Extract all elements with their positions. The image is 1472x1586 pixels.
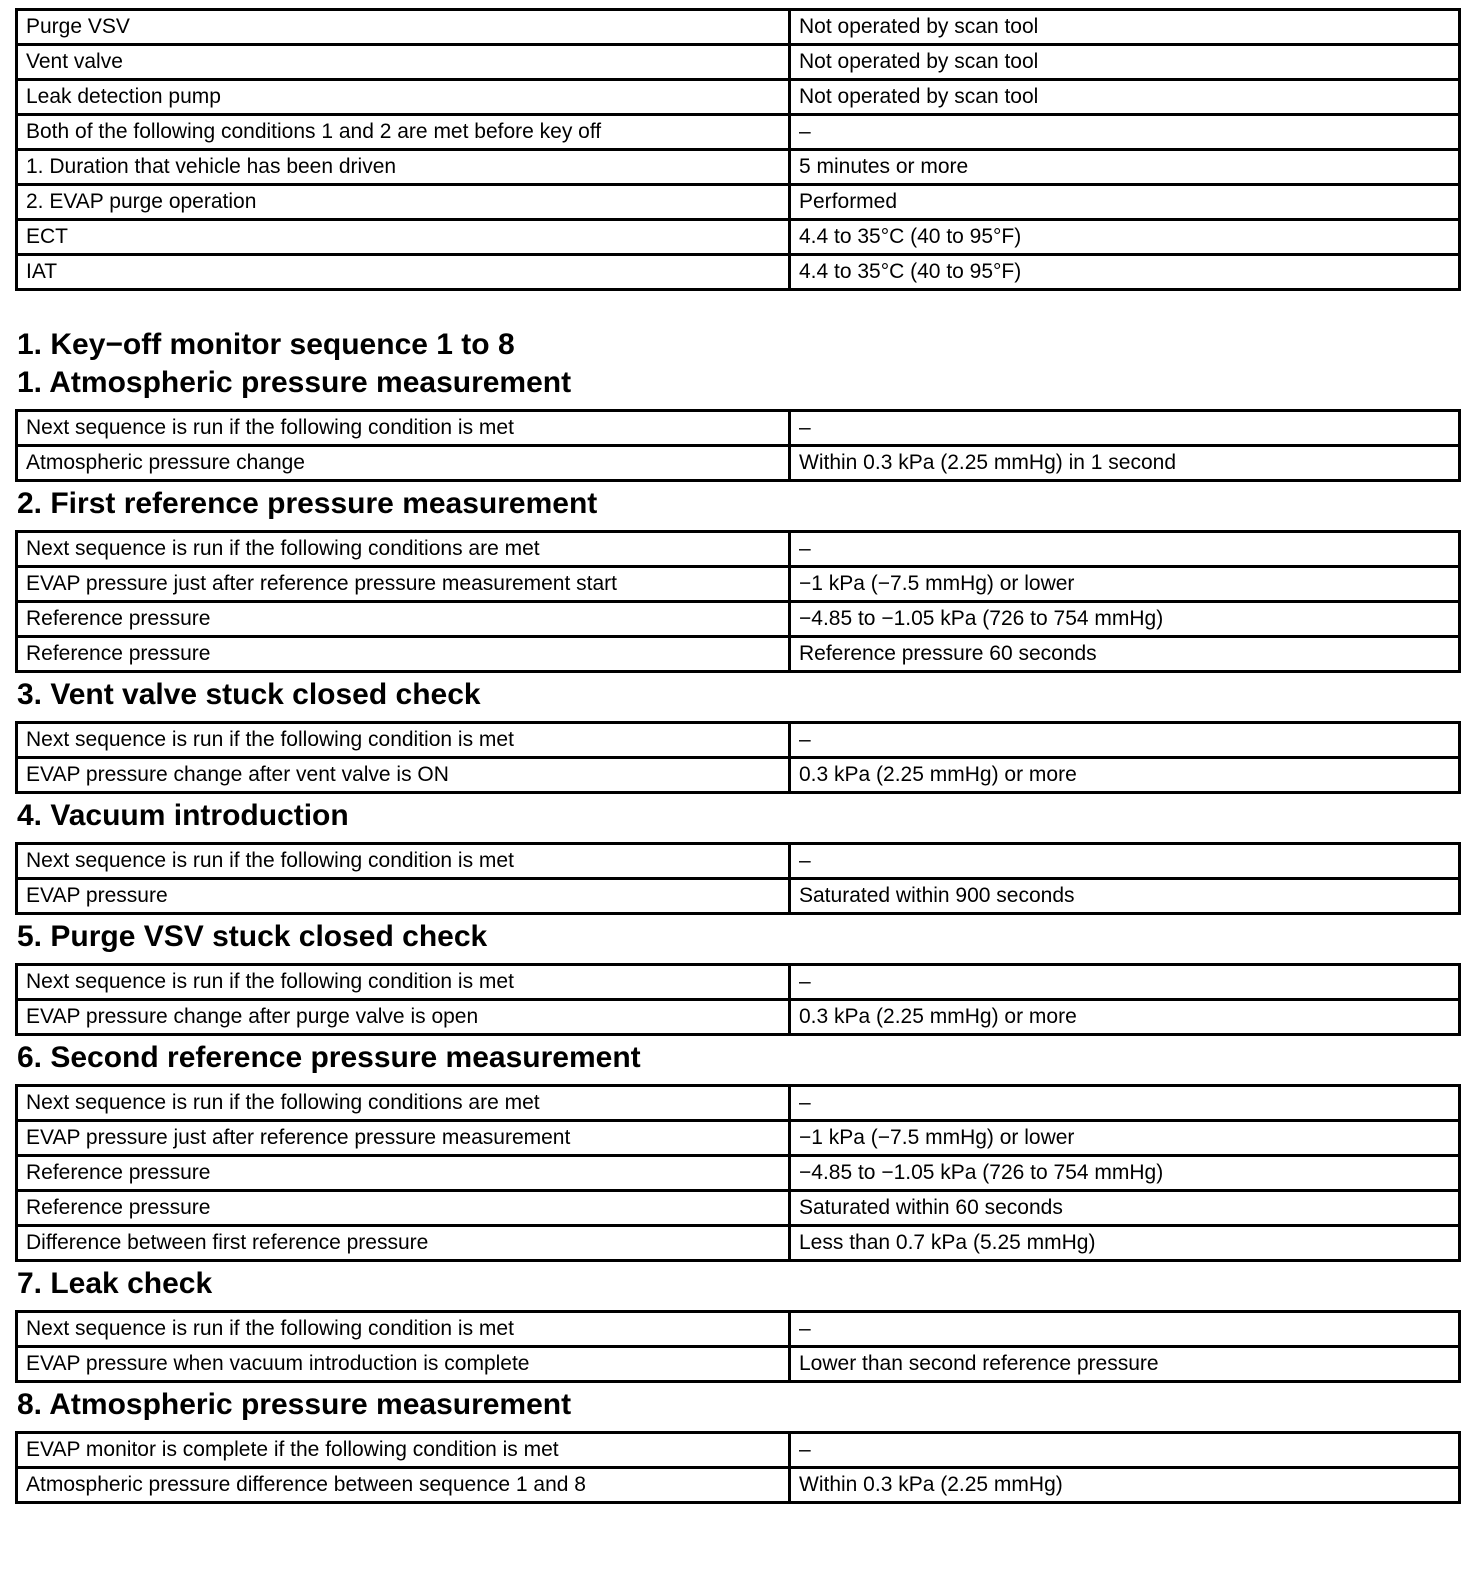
section-heading: 6. Second reference pressure measurement: [17, 1041, 641, 1074]
condition-label: Atmospheric pressure difference between sequence 1 and 8: [17, 1468, 790, 1503]
condition-label: Next sequence is run if the following condition is met: [17, 1312, 790, 1347]
condition-label: Vent valve: [17, 45, 790, 80]
table-row: [17, 1347, 1460, 1382]
condition-label: Purge VSV: [17, 10, 790, 45]
table-row: [17, 758, 1460, 793]
condition-label: EVAP pressure change after purge valve is open: [17, 1000, 790, 1035]
table-row: [17, 844, 1460, 879]
condition-value: Reference pressure 60 seconds: [790, 637, 1460, 672]
condition-label: Reference pressure: [17, 1191, 790, 1226]
table-row: [17, 1086, 1460, 1121]
condition-value: 0.3 kPa (2.25 mmHg) or more: [790, 758, 1460, 793]
condition-value: –: [790, 1312, 1460, 1347]
main-heading: 1. Key−off monitor sequence 1 to 8: [17, 328, 515, 361]
condition-value: –: [790, 723, 1460, 758]
condition-value: 4.4 to 35°C (40 to 95°F): [790, 255, 1460, 290]
table-row: [17, 446, 1460, 481]
table-row: [17, 115, 1460, 150]
condition-value: –: [790, 532, 1460, 567]
table-row: [17, 255, 1460, 290]
condition-label: 1. Duration that vehicle has been driven: [17, 150, 790, 185]
condition-value: –: [790, 844, 1460, 879]
condition-label: Next sequence is run if the following condition is met: [17, 411, 790, 446]
section-table: [15, 530, 1461, 673]
condition-value: Lower than second reference pressure: [790, 1347, 1460, 1382]
table-row: [17, 1121, 1460, 1156]
section-heading: 1. Atmospheric pressure measurement: [17, 366, 572, 399]
section-heading: 7. Leak check: [17, 1267, 213, 1300]
condition-value: Saturated within 60 seconds: [790, 1191, 1460, 1226]
table-row: [17, 10, 1460, 45]
section-table: [15, 1084, 1461, 1262]
table-row: [17, 602, 1460, 637]
condition-value: –: [790, 965, 1460, 1000]
condition-value: Within 0.3 kPa (2.25 mmHg) in 1 second: [790, 446, 1460, 481]
condition-label: EVAP pressure: [17, 879, 790, 914]
condition-label: ECT: [17, 220, 790, 255]
condition-label: Next sequence is run if the following condition is met: [17, 965, 790, 1000]
condition-value: Less than 0.7 kPa (5.25 mmHg): [790, 1226, 1460, 1261]
table-row: [17, 567, 1460, 602]
condition-value: −1 kPa (−7.5 mmHg) or lower: [790, 567, 1460, 602]
table-row: [17, 1226, 1460, 1261]
condition-value: Not operated by scan tool: [790, 10, 1460, 45]
condition-label: Reference pressure: [17, 1156, 790, 1191]
condition-value: 0.3 kPa (2.25 mmHg) or more: [790, 1000, 1460, 1035]
condition-label: EVAP pressure just after reference pressure measurement: [17, 1121, 790, 1156]
condition-value: −4.85 to −1.05 kPa (726 to 754 mmHg): [790, 1156, 1460, 1191]
section-table: [15, 842, 1461, 915]
table-row: [17, 220, 1460, 255]
condition-value: –: [790, 1433, 1460, 1468]
condition-label: Both of the following conditions 1 and 2 are met before key off: [17, 115, 790, 150]
condition-label: 2. EVAP purge operation: [17, 185, 790, 220]
condition-value: –: [790, 411, 1460, 446]
condition-label: EVAP pressure just after reference pressure measurement start: [17, 567, 790, 602]
section-table: [15, 1310, 1461, 1383]
table-row: [17, 150, 1460, 185]
condition-value: Within 0.3 kPa (2.25 mmHg): [790, 1468, 1460, 1503]
condition-label: Next sequence is run if the following conditions are met: [17, 532, 790, 567]
table-row: [17, 1312, 1460, 1347]
condition-value: −1 kPa (−7.5 mmHg) or lower: [790, 1121, 1460, 1156]
table-row: [17, 1191, 1460, 1226]
section-heading: 3. Vent valve stuck closed check: [17, 678, 481, 711]
section-table: [15, 721, 1461, 794]
condition-label: Next sequence is run if the following condition is met: [17, 723, 790, 758]
table-row: [17, 1468, 1460, 1503]
condition-value: Saturated within 900 seconds: [790, 879, 1460, 914]
table-row: [17, 965, 1460, 1000]
condition-label: Atmospheric pressure change: [17, 446, 790, 481]
condition-value: Performed: [790, 185, 1460, 220]
condition-label: Next sequence is run if the following condition is met: [17, 844, 790, 879]
table-row: [17, 637, 1460, 672]
condition-label: IAT: [17, 255, 790, 290]
table-row: [17, 1156, 1460, 1191]
condition-label: Next sequence is run if the following conditions are met: [17, 1086, 790, 1121]
table-row: [17, 411, 1460, 446]
condition-value: Not operated by scan tool: [790, 80, 1460, 115]
table-row: [17, 723, 1460, 758]
condition-value: Not operated by scan tool: [790, 45, 1460, 80]
table-row: [17, 185, 1460, 220]
condition-label: EVAP pressure when vacuum introduction is complete: [17, 1347, 790, 1382]
condition-label: EVAP pressure change after vent valve is ON: [17, 758, 790, 793]
condition-label: Reference pressure: [17, 602, 790, 637]
section-table: [15, 1431, 1461, 1504]
table-row: [17, 1433, 1460, 1468]
condition-label: Leak detection pump: [17, 80, 790, 115]
condition-value: –: [790, 115, 1460, 150]
section-heading: 4. Vacuum introduction: [17, 799, 349, 832]
table-row: [17, 879, 1460, 914]
condition-label: Reference pressure: [17, 637, 790, 672]
table-row: [17, 45, 1460, 80]
condition-value: 5 minutes or more: [790, 150, 1460, 185]
document-page: [15, 8, 1461, 1504]
condition-value: −4.85 to −1.05 kPa (726 to 754 mmHg): [790, 602, 1460, 637]
condition-value: –: [790, 1086, 1460, 1121]
section-heading: 2. First reference pressure measurement: [17, 487, 598, 520]
section-heading: 5. Purge VSV stuck closed check: [17, 920, 488, 953]
section-table: [15, 963, 1461, 1036]
table-row: [17, 80, 1460, 115]
section-heading: 8. Atmospheric pressure measurement: [17, 1388, 572, 1421]
conditions-table: [15, 8, 1461, 291]
condition-value: 4.4 to 35°C (40 to 95°F): [790, 220, 1460, 255]
table-row: [17, 1000, 1460, 1035]
table-row: [17, 532, 1460, 567]
condition-label: Difference between first reference pressure: [17, 1226, 790, 1261]
condition-label: EVAP monitor is complete if the following condition is met: [17, 1433, 790, 1468]
section-table: [15, 409, 1461, 482]
